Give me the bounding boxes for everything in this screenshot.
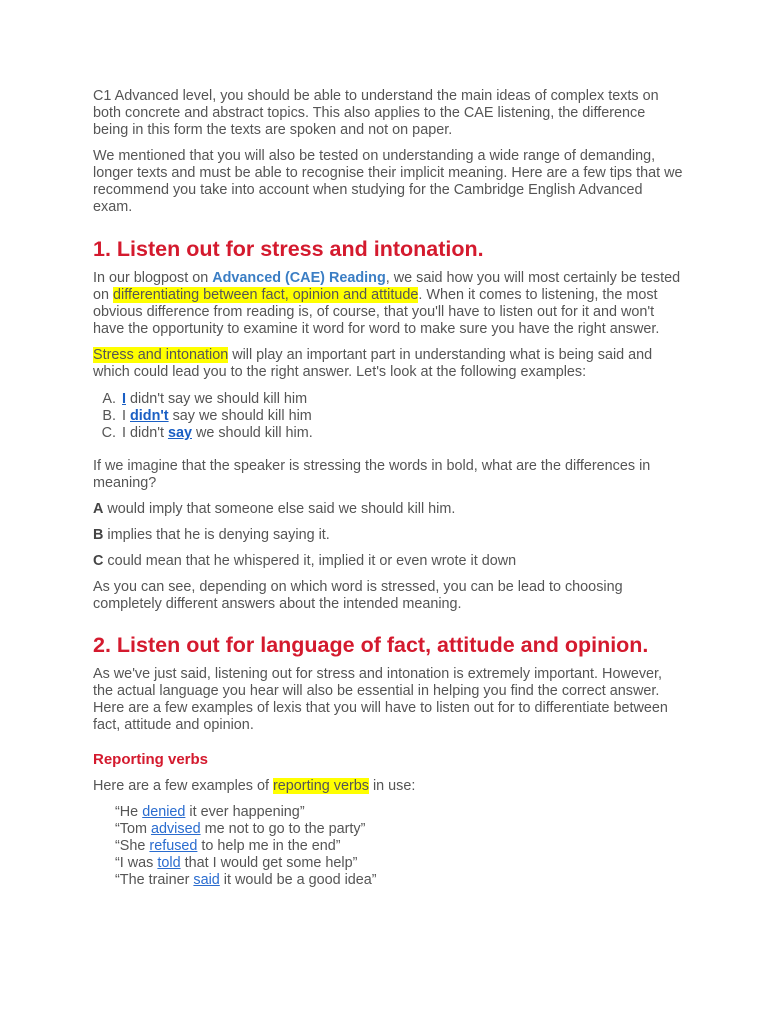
verb-link[interactable]: refused — [149, 838, 198, 854]
answer-c: C could mean that he whispered it, implied it or even wrote it down — [93, 553, 517, 569]
section-2-heading: 2. Listen out for language of fact, attitude and opinion. — [93, 633, 649, 657]
intro-paragraph-1: C1 Advanced level, you should be able to understand the main ideas of complex texts on both concrete and abstract topics. This also applies to the CAE listening, the difference being in this form the texts are spoken and not on paper. — [93, 88, 659, 138]
section-1-heading: 1. Listen out for stress and intonation. — [93, 237, 484, 261]
highlight-stress-intonation: Stress and intonation — [93, 347, 229, 363]
answer-b: B implies that he is denying saying it. — [93, 527, 330, 543]
example-item-c: C. I didn't say we should kill him. — [101, 425, 313, 441]
intro-paragraph-2: We mentioned that you will also be tested on understanding a wide range of demanding, longer texts and must be able to recognise their implicit meaning. Here are a few tips that we recommend you take into account when studying for the Cambridge English Advanced exam. — [93, 148, 683, 215]
quote-item: “I was told that I would get some help” — [115, 855, 358, 871]
highlight-reporting-verbs: reporting verbs — [272, 778, 369, 794]
article-body — [93, 88, 683, 889]
section-1-paragraph-1: In our blogpost on Advanced (CAE) Reading, we said how you will most certainly be tested on differentiating between fact, opinion and attitude. When it comes to listening, the most obvious difference from reading is, of course, that you'll have to listen out for it and won't have the opportunity to examine it word for word to make sure you have the right answer. — [93, 270, 681, 337]
quote-item: “Tom advised me not to go to the party” — [115, 821, 366, 837]
section-2-paragraph-2: Here are a few examples of reporting verbs in use: — [93, 778, 416, 794]
reporting-verbs-subheading: Reporting verbs — [93, 751, 209, 768]
section-1-paragraph-2: Stress and intonation will play an important part in understanding what is being said and which could lead you to the right answer. Let's look at the following examples: — [93, 347, 653, 380]
stressed-word-link[interactable]: didn't — [130, 408, 169, 424]
quote-item: “He denied it ever happening” — [115, 804, 305, 820]
stressed-word-link[interactable]: say — [167, 425, 192, 441]
verb-link[interactable]: denied — [142, 804, 186, 820]
section-1-paragraph-4: As you can see, depending on which word is stressed, you can be lead to choosing completely different answers about the intended meaning. — [93, 579, 623, 612]
section-2-paragraph-1: As we've just said, listening out for stress and intonation is extremely important. However, the actual language you hear will also be essential in helping you find the correct answer. Here are a few examples of lexis that you will have to listen out for to differentiate between fact, attitude and opinion. — [93, 666, 668, 733]
example-item-a: A. I didn't say we should kill him — [102, 391, 308, 407]
answer-a: A would imply that someone else said we should kill him. — [93, 501, 456, 517]
verb-link[interactable]: advised — [150, 821, 201, 837]
advanced-reading-link[interactable]: Advanced (CAE) Reading — [212, 270, 386, 286]
verb-link[interactable]: told — [157, 855, 181, 871]
example-item-b: B. I didn't say we should kill him — [102, 408, 312, 424]
verb-link[interactable]: said — [193, 872, 220, 888]
highlight-fact-opinion: differentiating between fact, opinion and attitude — [113, 287, 419, 303]
quote-item: “She refused to help me in the end” — [115, 838, 341, 854]
quote-item: “The trainer said it would be a good idea” — [115, 872, 377, 888]
stressed-word-link[interactable]: I — [122, 391, 126, 407]
example-list — [93, 391, 683, 442]
quote-list — [93, 804, 683, 889]
section-1-paragraph-3: If we imagine that the speaker is stressing the words in bold, what are the differences in meaning? — [93, 458, 651, 491]
